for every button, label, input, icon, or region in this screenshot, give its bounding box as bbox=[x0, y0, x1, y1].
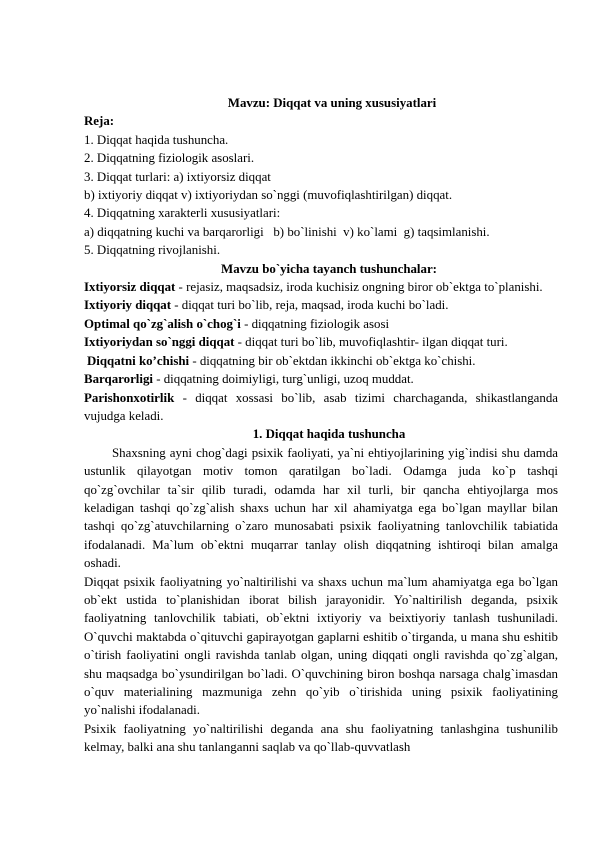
concept-definition: - diqqat turi bo`lib, reja, maqsad, iroda kuchi bo`ladi. bbox=[171, 298, 449, 313]
concept-entry bbox=[84, 389, 558, 426]
plan-item: 3. Diqqat turlari: a) ixtiyorsiz diqqat bbox=[84, 169, 271, 184]
plan-item: 1. Diqqat haqida tushuncha. bbox=[84, 132, 229, 147]
section-heading: 1. Diqqat haqida tushuncha bbox=[252, 427, 406, 442]
concepts-heading: Mavzu bo`yicha tayanch tushunchalar: bbox=[221, 261, 437, 276]
concept-entry bbox=[84, 278, 558, 296]
document-title: Mavzu: Diqqat va uning xususiyatlari bbox=[227, 96, 437, 110]
concept-entry bbox=[84, 352, 558, 370]
plan-item: b) ixtiyoriy diqqat v) ixtiyoriydan so`nggi (muvofiqlashtirilgan) diqqat. bbox=[84, 188, 453, 203]
concept-entry bbox=[84, 370, 558, 388]
concept-definition: - diqqatning doimiyligi, turg`unligi, uzoq muddat. bbox=[153, 372, 414, 387]
concept-definition: - diqqatning bir ob`ektdan ikkinchi ob`ektga ko`chishi. bbox=[189, 353, 476, 368]
plan-item: a) diqqatning kuchi va barqarorligi b) bo`linishi v) ko`lami g) taqsimlanishi. bbox=[84, 224, 490, 239]
document-page bbox=[84, 94, 558, 757]
concept-term: Ixtiyoriy diqqat bbox=[84, 298, 172, 313]
concept-term: Diqqatni ko’chishi bbox=[87, 353, 190, 368]
concept-entry bbox=[84, 333, 558, 351]
concept-entry bbox=[84, 315, 558, 333]
plan-list bbox=[84, 131, 558, 260]
plan-item: 5. Diqqatning rivojlanishi. bbox=[84, 243, 221, 258]
concept-entry bbox=[84, 296, 558, 314]
concept-term: Barqarorligi bbox=[84, 372, 153, 387]
concept-definition: - diqqat turi bo`lib, muvofiqlashtir- ilgan diqqat turi. bbox=[234, 335, 508, 350]
concept-term: Parishonxotirlik bbox=[84, 390, 175, 405]
concepts-list bbox=[84, 278, 558, 425]
body-paragraph: Shaxsning ayni chog`dagi psixik faoliyati, ya`ni ehtiyojlarining yig`indisi shu damda ustunlik qilayotgan motiv tomon qaratilgan bo`ladi. Odamga juda ko`p tashqi qo`zg`ovchilar ta`sir qilib turadi, odamda har xil turli, bir qancha ehtiyojlarga mos keladigan tashqi qo`zg`alish shaxs uchun har xil ahamiyatga ega bo`lgan mayllar bilan tashqi qo`zg`atuvchilarning o`zaro munosabati psixik faoliyatning tanlovchilik tabiatida ifodalanadi. Ma`lum ob`ektni muqarrar tanlay olish diqqatning ishtiroqi bilan amalga oshadi. bbox=[84, 445, 558, 571]
body-paragraph: Psixik faoliyatning yo`naltirilishi deganda ana shu faoliyatning tanlashgina tushunilib kelmay, balki ana shu tanlanganni saqlab va qo`llab-quvvatlash bbox=[84, 721, 558, 755]
concept-definition: - diqqat xossasi bo`lib, asab tizimi charchaganda, shikastlanganda vujudga keladi. bbox=[84, 390, 558, 423]
concept-definition: - rejasiz, maqsadsiz, iroda kuchisiz ongning biror ob`ektga to`planishi. bbox=[175, 280, 543, 295]
plan-item: 4. Diqqatning xarakterli xususiyatlari: bbox=[84, 206, 281, 221]
concept-term: Optimal qo`zg`alish o`chog`i bbox=[84, 316, 241, 331]
body-paragraph: Diqqat psixik faoliyatning yo`naltirilishi va shaxs uchun ma`lum ahamiyatga ega bo`lgan ob`ekt ustida to`planishidan iborat bilish jarayonidir. Yo`naltirilish deganda, psixik faoliyatning tanlovchilik tabiati, ob`ektni ixtiyoriy va beixtiyoriy tanlash tushuniladi. O`quvchi maktabda o`qituvchi gapirayotgan gaplarni eshitib o`tirganda, u mana shu eshitib o`tirish faoliyatini ongli ravishda tanlab olgan, uning diqqati ongli ravishda qo`zg`algan, shu maqsadga bo`ysundirilgan bo`ladi. O`quvchining biron boshqa narsaga chalg`imasdan o`quv materialining mazmuniga zehn qo`yib o`tirishida uning psixik faoliyatining yo`nalishi ifodalanadi. bbox=[84, 574, 558, 718]
plan-item: 2. Diqqatning fiziologik asoslari. bbox=[84, 151, 255, 166]
concept-term: Ixtiyorsiz diqqat bbox=[84, 280, 176, 295]
plan-label: Reja: bbox=[84, 114, 115, 129]
concept-definition: - diqqatning fiziologik asosi bbox=[240, 316, 390, 331]
concept-term: Ixtiyoriydan so`nggi diqqat bbox=[84, 335, 235, 350]
